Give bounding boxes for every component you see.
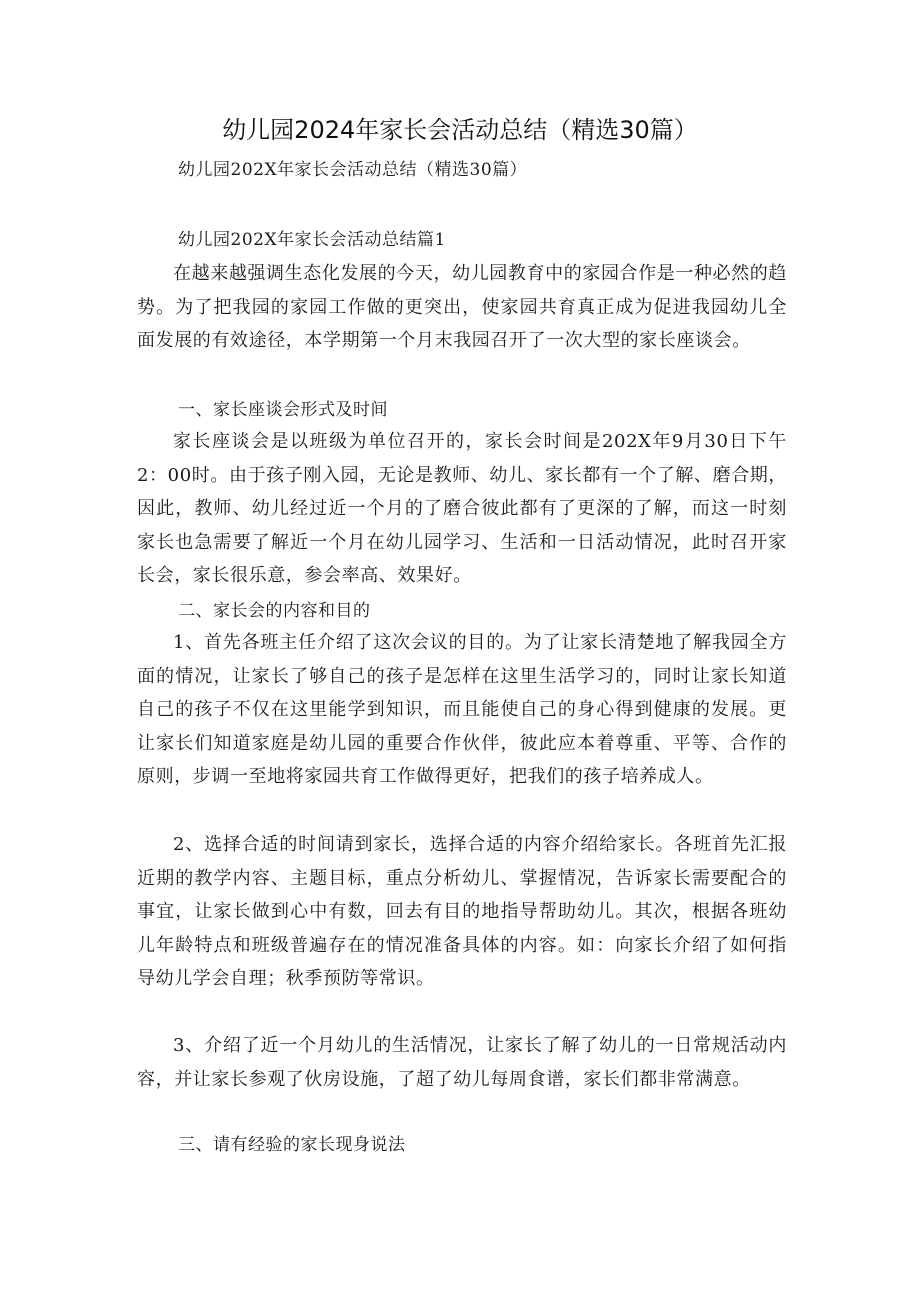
heading-two: 二、家长会的内容和目的 bbox=[178, 601, 371, 621]
heading-three: 三、请有经验的家长现身说法 bbox=[178, 1135, 406, 1155]
paragraph-item-3: 3、介绍了近一个月幼儿的生活情况，让家长了解了幼儿的一日常规活动内容，并让家长参观了伙房设施，了超了幼儿每周食谱，家长们都非常满意。 bbox=[137, 1035, 787, 1090]
section-title: 幼儿园202X年家长会活动总结篇1 bbox=[178, 230, 446, 250]
paragraph-meeting-time: 家长座谈会是以班级为单位召开的，家长会时间是202X年9月30日下午2：00时。由于孩子刚入园，无论是教师、幼儿、家长都有一个了解、磨合期，因此，教师、幼儿经过近一个月的了磨合彼此都有了更深的了解，而这一时刻家长也急需要了解近一个月在幼儿园学习、生活和一日活动情况，此时召开家长会，家长很乐意，参会率高、效果好。 bbox=[137, 431, 787, 586]
document-title: 幼儿园2024年家长会活动总结（精选30篇） bbox=[222, 116, 698, 144]
paragraph-item-2: 2、选择合适的时间请到家长，选择合适的内容介绍给家长。各班首先汇报近期的教学内容、主题目标，重点分析幼儿、掌握情况，告诉家长需要配合的事宜，让家长做到心中有数，回去有目的地指导帮助幼儿。其次，根据各班幼儿年龄特点和班级普遍存在的情况准备具体的内容。如：向家长介绍了如何指导幼儿学会自理；秋季预防等常识。 bbox=[137, 834, 787, 989]
paragraph-item-1: 1、首先各班主任介绍了这次会议的目的。为了让家长清楚地了解我园全方面的情况，让家长了够自己的孩子是怎样在这里生活学习的，同时让家长知道自己的孩子不仅在这里能学到知识，而且能使自己的身心得到健康的发展。更让家长们知道家庭是幼儿园的重要合作伙伴，彼此应本着尊重、平等、合作的原则，步调一至地将家园共育工作做得更好，把我们的孩子培养成人。 bbox=[137, 632, 787, 787]
heading-one: 一、家长座谈会形式及时间 bbox=[178, 400, 388, 420]
document-subtitle: 幼儿园202X年家长会活动总结（精选30篇） bbox=[178, 160, 528, 180]
paragraph-intro: 在越来越强调生态化发展的今天，幼儿园教育中的家园合作是一种必然的趋势。为了把我园的家园工作做的更突出，使家园共育真正成为促进我园幼儿全面发展的有效途径，本学期第一个月末我园召开了一次大型的家长座谈会。 bbox=[137, 263, 787, 351]
